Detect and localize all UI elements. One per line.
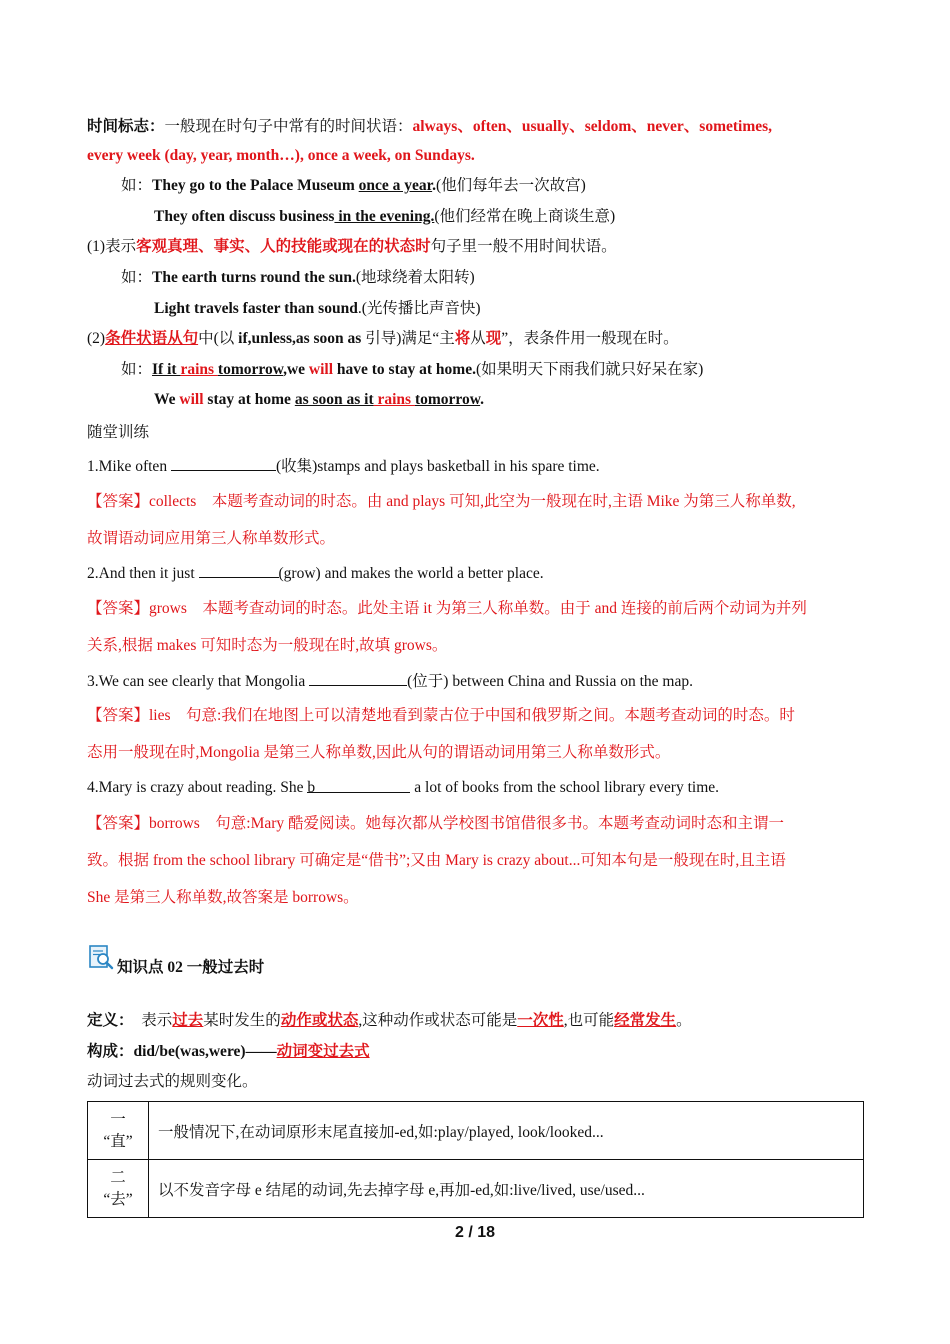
example-c-line2: We will stay at home as soon as it rains tomorrow. [154, 391, 484, 408]
rule-key-cell: 二 “去” [88, 1160, 149, 1218]
time-markers-line2: every week (day, year, month…), once a week, on Sundays. [87, 147, 475, 164]
time-markers-line1: 时间标志：一般现在时句子中常有的时间状语：always、often、usually、seldom、never、sometimes, [87, 118, 773, 135]
rule-key-cell: 一 “直” [88, 1102, 149, 1160]
table-row [88, 1160, 864, 1218]
example-b-line2: Light travels faster than sound.(光传播比声音快) [154, 300, 481, 317]
answer-4-line2: 致。根据 from the school library 可确定是“借书”;又由 Mary is crazy about...可知本句是一般现在时,且主语 [87, 852, 786, 869]
question-1: 1.Mike often (收集)stamps and plays basketball in his spare time. [87, 458, 600, 475]
answer-blank[interactable] [171, 456, 276, 471]
structure: 构成：did/be(was,were)——动词变过去式 [87, 1043, 370, 1060]
example-b-line1: 如：The earth turns round the sun.(地球绕着太阳转) [121, 269, 475, 286]
definition: 定义： 表示过去某时发生的动作或状态,这种动作或状态可能是一次性,也可能经常发生。 [87, 1012, 692, 1029]
answer-2-line2: 关系,根据 makes 可知时态为一般现在时,故填 grows。 [87, 637, 448, 654]
section-title: 知识点 02 一般过去时 [117, 959, 265, 976]
magnifier-document-icon [88, 944, 114, 970]
answer-1-line2: 故谓语动词应用第三人称单数形式。 [87, 530, 336, 547]
regular-changes-title: 动词过去式的规则变化。 [87, 1073, 258, 1090]
answer-blank[interactable] [309, 671, 407, 686]
example-a-line1: 如：They go to the Palace Museum once a year.(他们每年去一次故宫) [121, 177, 586, 194]
answer-1-line1: 【答案】collects 本题考查动词的时态。由 and plays 可知,此空为一般现在时,主语 Mike 为第三人称单数, [87, 493, 796, 510]
question-4: 4.Mary is crazy about reading. She b a lot of books from the school library every time. [87, 779, 720, 796]
example-c-line1: 如：If it rains tomorrow,we will have to stay at home.(如果明天下雨我们就只好呆在家) [121, 361, 704, 378]
table-row [88, 1102, 864, 1160]
rules-table [87, 1101, 864, 1218]
answer-4-line3: She 是第三人称单数,故答案是 borrows。 [87, 889, 359, 906]
question-2: 2.And then it just (grow) and makes the world a better place. [87, 565, 544, 582]
answer-3-line2: 态用一般现在时,Mongolia 是第三人称单数,因此从句的谓语动词用第三人称单数形式。 [87, 744, 671, 761]
rule-1: (1)表示客观真理、事实、人的技能或现在的状态时句子里一般不用时间状语。 [87, 238, 617, 255]
answer-3-line1: 【答案】lies 句意:我们在地图上可以清楚地看到蒙古位于中国和俄罗斯之间。本题考查动词的时态。时 [87, 707, 795, 724]
answer-blank[interactable]: b [307, 778, 410, 793]
rule-2: (2)条件状语从句中(以 if,unless,as soon as 引导)满足“主将从现”，表条件用一般现在时。 [87, 330, 679, 347]
answer-blank[interactable] [199, 563, 279, 578]
page-number: 2 / 18 [454, 1224, 496, 1241]
practice-title: 随堂训练 [87, 424, 150, 441]
question-3: 3.We can see clearly that Mongolia (位于) between China and Russia on the map. [87, 673, 693, 690]
answer-4-line1: 【答案】borrows 句意:Mary 酷爱阅读。她每次都从学校图书馆借很多书。本题考查动词时态和主谓一 [87, 815, 785, 832]
example-a-line2: They often discuss business in the evening.(他们经常在晚上商谈生意) [154, 208, 616, 225]
answer-2-line1: 【答案】grows 本题考查动词的时态。此处主语 it 为第三人称单数。由于 and 连接的前后两个动词为并列 [87, 600, 807, 617]
rule-desc-cell: 以不发音字母 e 结尾的动词,先去掉字母 e,再加-ed,如:live/lived, use/used... [149, 1160, 864, 1218]
rule-desc-cell: 一般情况下,在动词原形末尾直接加-ed,如:play/played, look/looked... [149, 1102, 864, 1160]
